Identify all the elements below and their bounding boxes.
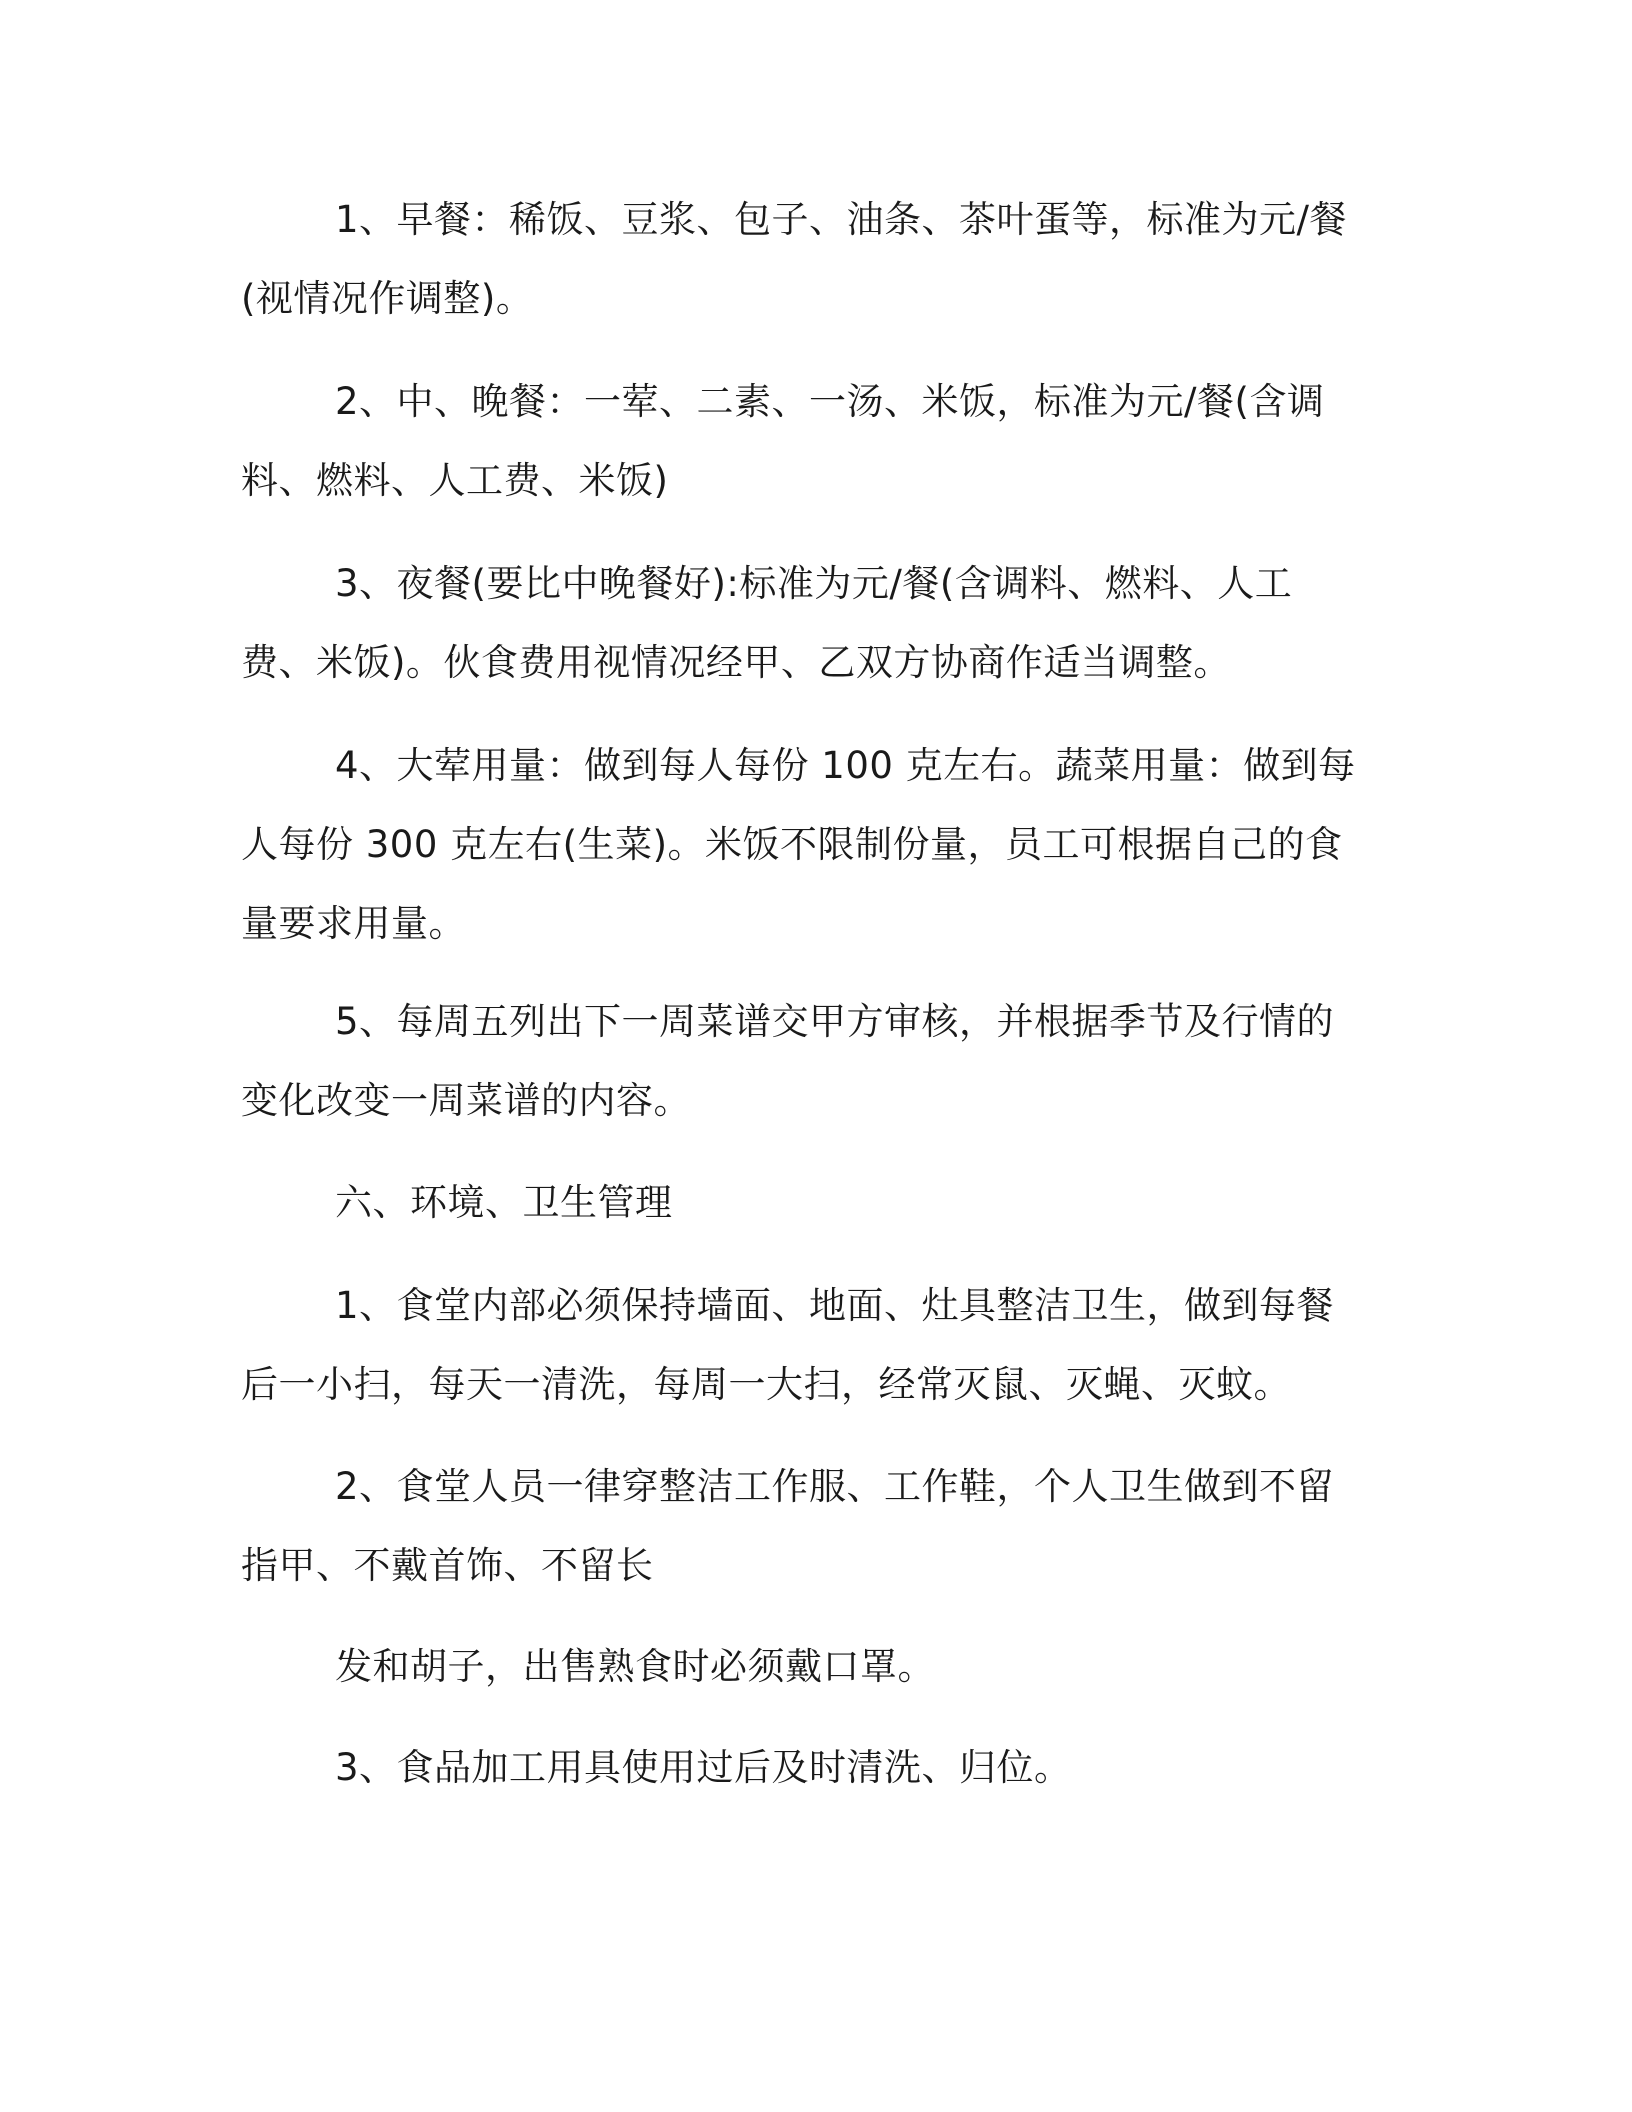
section-heading-environment-hygiene: 六、环境、卫生管理 — [335, 1181, 673, 1224]
paragraph-breakfast: 1、早餐：稀饭、豆浆、包子、油条、茶叶蛋等，标准为元/餐(视情况作调整)。 — [241, 198, 1348, 320]
paragraph-utensil-cleaning: 3、食品加工用具使用过后及时清洗、归位。 — [335, 1746, 1072, 1789]
paragraph-canteen-cleaning: 1、食堂内部必须保持墙面、地面、灶具整洁卫生，做到每餐后一小扫，每天一清洗，每周一大扫，经常灭鼠、灭蝇、灭蚊。 — [241, 1284, 1335, 1406]
paragraph-staff-hygiene: 2、食堂人员一律穿整洁工作服、工作鞋，个人卫生做到不留指甲、不戴首饰、不留长 — [241, 1465, 1335, 1587]
paragraph-lunch-dinner: 2、中、晚餐：一荤、二素、一汤、米饭，标准为元/餐(含调料、燃料、人工费、米饭) — [241, 380, 1325, 502]
paragraph-weekly-menu: 5、每周五列出下一周菜谱交甲方审核，并根据季节及行情的变化改变一周菜谱的内容。 — [241, 1000, 1335, 1122]
paragraph-portion-size: 4、大荤用量：做到每人每份 100 克左右。蔬菜用量：做到每人每份 300 克左右(生菜)。米饭不限制份量，员工可根据自己的食量要求用量。 — [241, 744, 1356, 945]
paragraph-night-meal: 3、夜餐(要比中晚餐好):标准为元/餐(含调料、燃料、人工费、米饭)。伙食费用视情况经甲、乙双方协商作适当调整。 — [241, 562, 1293, 684]
paragraph-staff-hygiene-continued: 发和胡子，出售熟食时必须戴口罩。 — [335, 1645, 935, 1688]
